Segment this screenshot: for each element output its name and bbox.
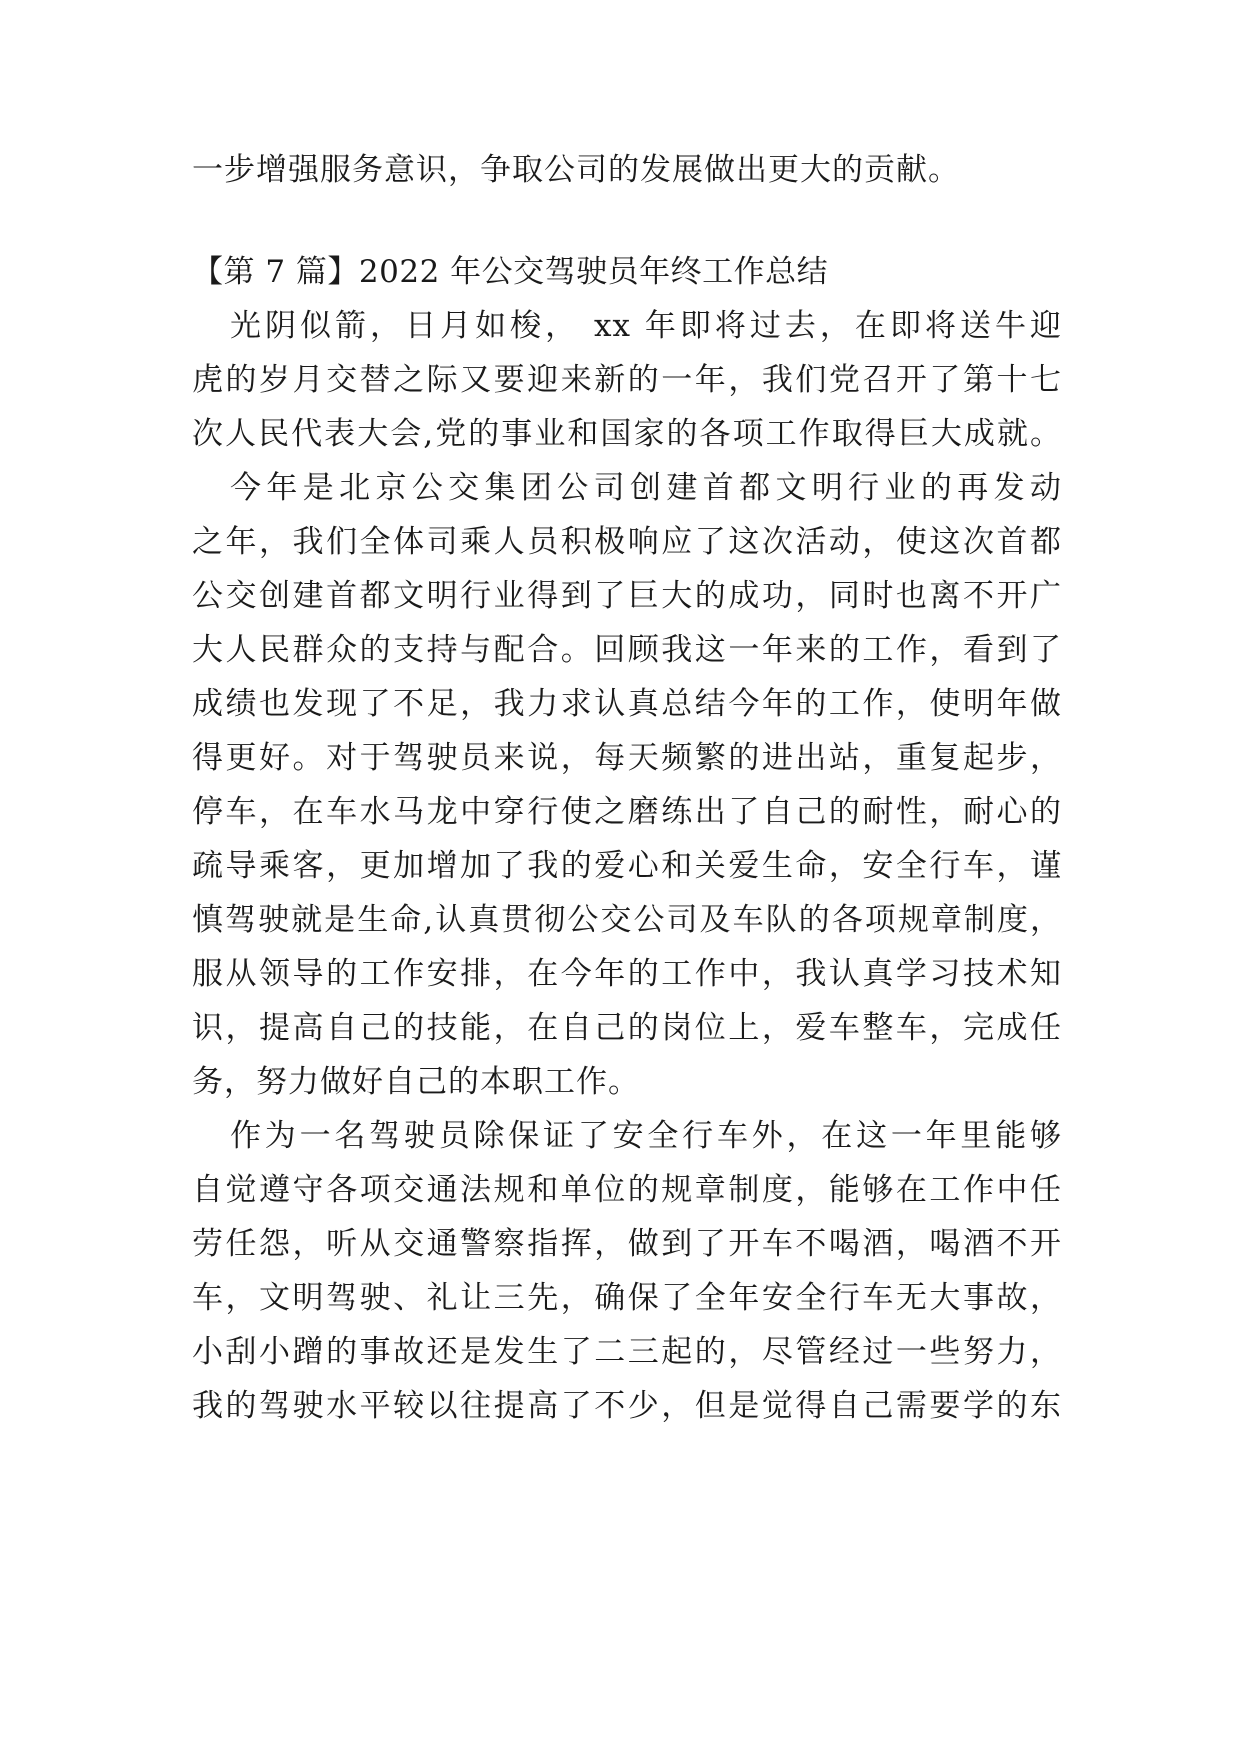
text-line: 务，努力做好自己的本职工作。 (192, 1064, 640, 1100)
text-line: 大人民群众的支持与配合。回顾我这一年来的工作，看到了 (192, 632, 1062, 668)
text-line: 车，文明驾驶、礼让三先，确保了全年安全行车无大事故， (192, 1280, 1062, 1316)
paragraph-first-line: 光阴似箭，日月如梭， xx 年即将过去，在即将送牛迎 (230, 308, 1062, 344)
text-line: 慎驾驶就是生命,认真贯彻公交公司及车队的各项规章制度， (192, 902, 1062, 938)
paragraph-first-line: 作为一名驾驶员除保证了安全行车外，在这一年里能够 (230, 1118, 1062, 1154)
text-line: 小刮小蹭的事故还是发生了二三起的，尽管经过一些努力， (192, 1334, 1062, 1370)
text-line: 我的驾驶水平较以往提高了不少，但是觉得自己需要学的东 (192, 1388, 1062, 1424)
text-line: 公交创建首都文明行业得到了巨大的成功，同时也离不开广 (192, 578, 1062, 614)
text-line: 成绩也发现了不足，我力求认真总结今年的工作，使明年做 (192, 686, 1062, 722)
text-line: 次人民代表大会,党的事业和国家的各项工作取得巨大成就。 (192, 416, 1062, 452)
text-line: 疏导乘客，更加增加了我的爱心和关爱生命，安全行车，谨 (192, 848, 1062, 884)
section-heading: 【第 7 篇】2022 年公交驾驶员年终工作总结 (192, 254, 829, 290)
text-line: 服从领导的工作安排，在今年的工作中，我认真学习技术知 (192, 956, 1062, 992)
paragraph-first-line: 今年是北京公交集团公司创建首都文明行业的再发动 (230, 470, 1062, 506)
text-line: 虎的岁月交替之际又要迎来新的一年，我们党召开了第十七 (192, 362, 1062, 398)
text-line: 一步增强服务意识，争取公司的发展做出更大的贡献。 (192, 152, 960, 188)
text-line: 停车，在车水马龙中穿行使之磨练出了自己的耐性，耐心的 (192, 794, 1062, 830)
text-line: 得更好。对于驾驶员来说，每天频繁的进出站，重复起步， (192, 740, 1062, 776)
text-line: 之年，我们全体司乘人员积极响应了这次活动，使这次首都 (192, 524, 1062, 560)
text-line: 劳任怨，听从交通警察指挥，做到了开车不喝酒，喝酒不开 (192, 1226, 1062, 1262)
text-line: 自觉遵守各项交通法规和单位的规章制度，能够在工作中任 (192, 1172, 1062, 1208)
text-line: 识，提高自己的技能，在自己的岗位上，爱车整车，完成任 (192, 1010, 1062, 1046)
